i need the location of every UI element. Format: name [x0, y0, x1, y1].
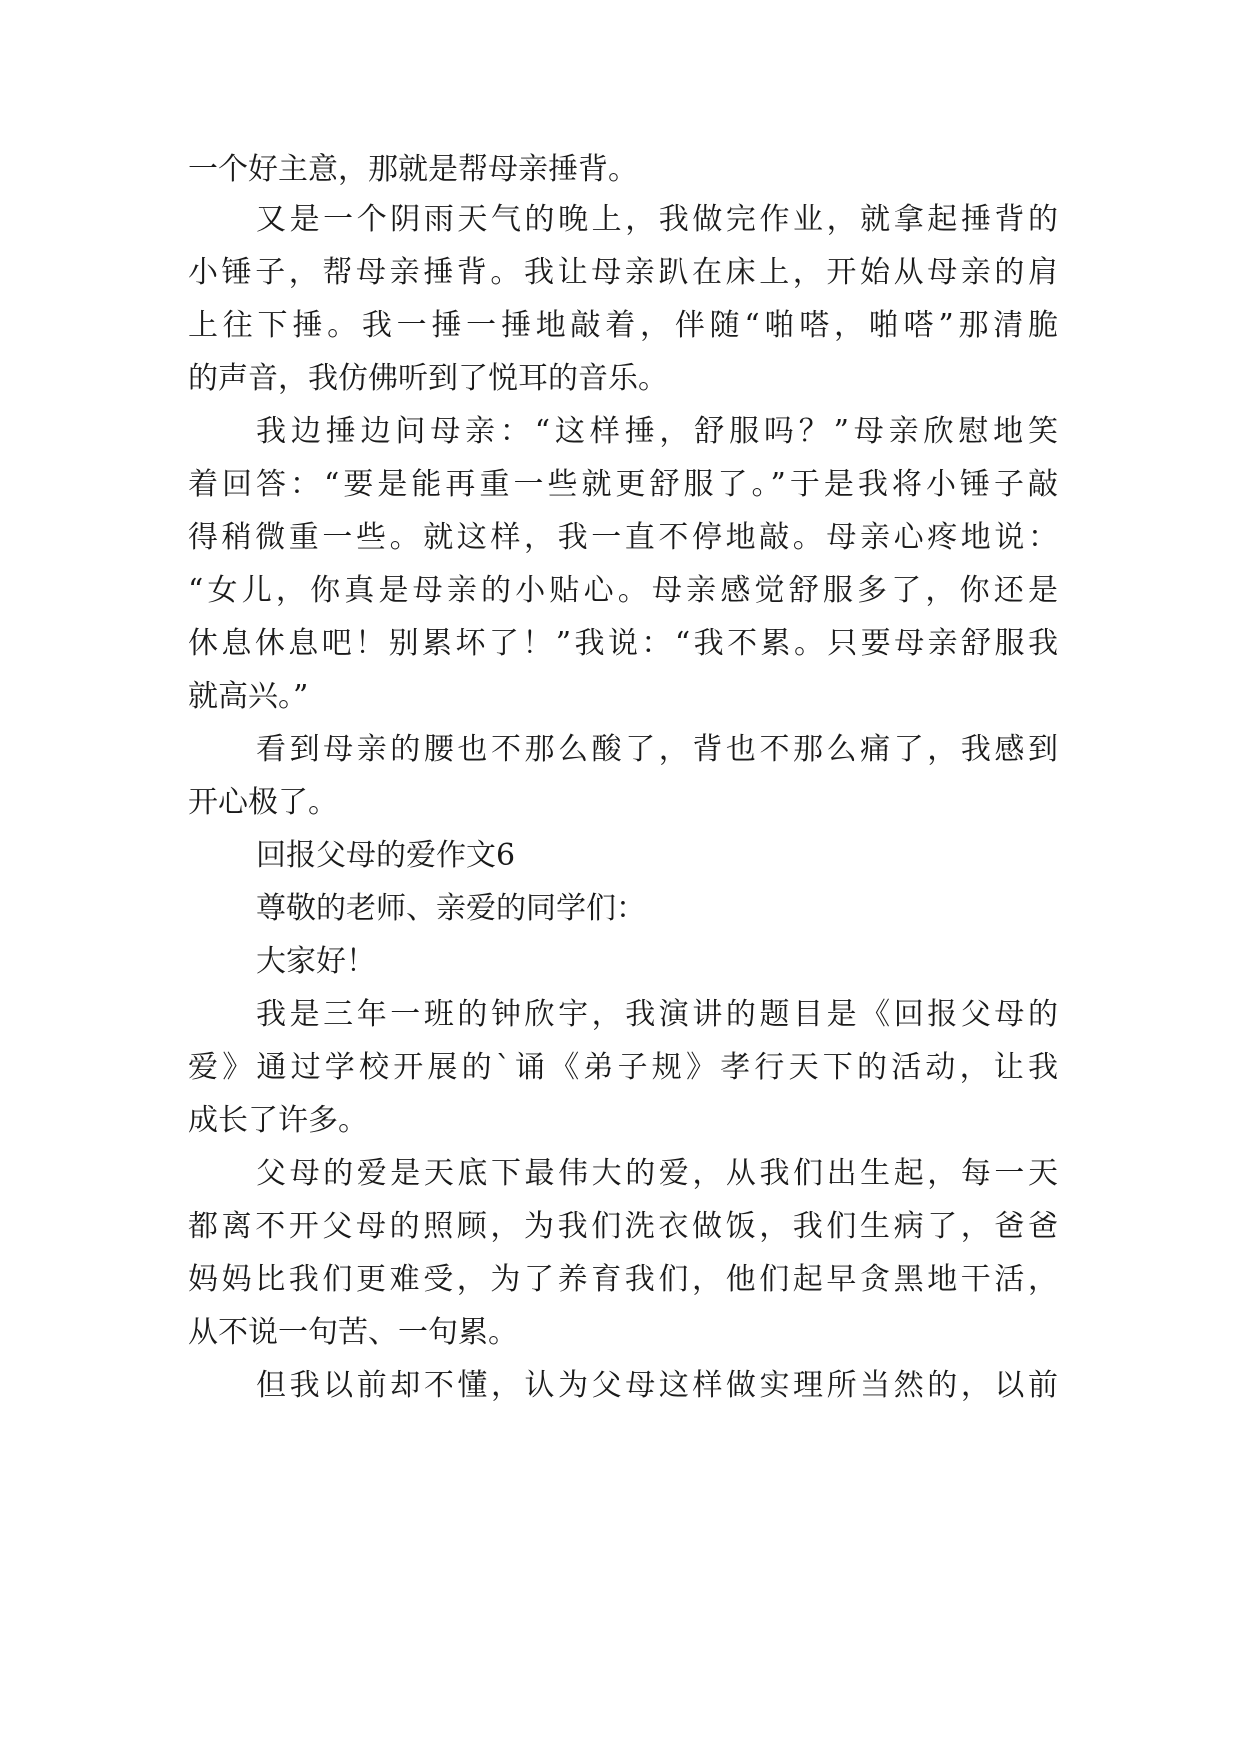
- text-line: 开心极了。: [188, 785, 338, 820]
- salutation: 尊敬的老师、亲爱的同学们：: [256, 891, 646, 926]
- text-line: 但我以前却不懂，认为父母这样做实理所当然的，以前: [256, 1368, 1058, 1403]
- text-line: 妈妈比我们更难受，为了养育我们，他们起早贪黑地干活，: [188, 1262, 1058, 1297]
- text-line: 的声音，我仿佛听到了悦耳的音乐。: [188, 361, 668, 396]
- text-line: 我边捶边问母亲：“这样捶，舒服吗？”母亲欣慰地笑: [256, 414, 1058, 449]
- text-line: 得稍微重一些。就这样，我一直不停地敲。母亲心疼地说：: [188, 520, 1058, 555]
- text-line: 成长了许多。: [188, 1103, 368, 1138]
- section-heading: 回报父母的爱作文6: [256, 838, 516, 873]
- greeting: 大家好！: [256, 944, 376, 979]
- text-line: 我是三年一班的钟欣宇，我演讲的题目是《回报父母的: [256, 997, 1058, 1032]
- text-line: 着回答：“要是能再重一些就更舒服了。”于是我将小锤子敲: [188, 467, 1058, 502]
- text-line: 从不说一句苦、一句累。: [188, 1315, 518, 1350]
- text-line: 就高兴。”: [188, 679, 309, 714]
- text-line: “女儿，你真是母亲的小贴心。母亲感觉舒服多了，你还是: [188, 573, 1058, 608]
- text-line: 上往下捶。我一捶一捶地敲着，伴随“啪嗒，啪嗒”那清脆: [188, 308, 1058, 343]
- text-line: 爱》通过学校开展的`诵《弟子规》孝行天下的活动，让我: [188, 1050, 1058, 1085]
- text-line: 一个好主意，那就是帮母亲捶背。: [188, 152, 638, 187]
- text-line: 休息休息吧！别累坏了！”我说：“我不累。只要母亲舒服我: [188, 626, 1058, 661]
- text-line: 又是一个阴雨天气的晚上，我做完作业，就拿起捶背的: [256, 202, 1058, 237]
- text-line: 都离不开父母的照顾，为我们洗衣做饭，我们生病了，爸爸: [188, 1209, 1058, 1244]
- text-line: 父母的爱是天底下最伟大的爱，从我们出生起，每一天: [256, 1156, 1058, 1191]
- text-line: 看到母亲的腰也不那么酸了，背也不那么痛了，我感到: [256, 732, 1058, 767]
- text-line: 小锤子，帮母亲捶背。我让母亲趴在床上，开始从母亲的肩: [188, 255, 1058, 290]
